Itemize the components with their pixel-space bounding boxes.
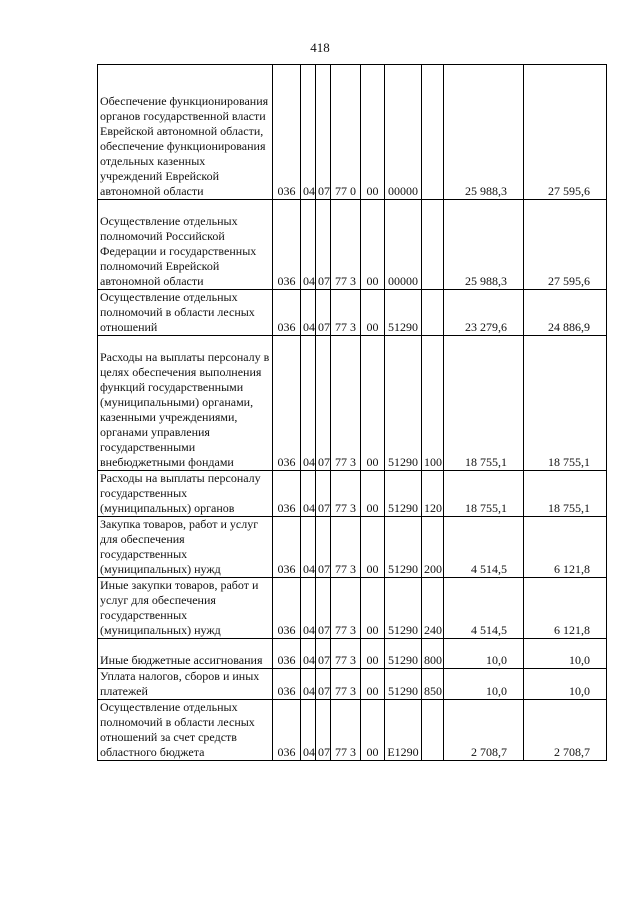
cell-amount-year2: 10,0 bbox=[524, 669, 607, 700]
cell-amount-year1: 23 279,6 bbox=[444, 290, 524, 336]
cell-section: 04 bbox=[301, 517, 316, 578]
cell-subsection: 07 bbox=[316, 200, 331, 290]
cell-subsection: 07 bbox=[316, 669, 331, 700]
cell-description: Расходы на выплаты персоналу государственных (муниципальных) органов bbox=[98, 471, 273, 517]
cell-amount-year1: 10,0 bbox=[444, 669, 524, 700]
cell-subprogram: 00 bbox=[361, 517, 385, 578]
cell-description: Обеспечение функционирования органов государственной власти Еврейской автономной области, обеспечение функционирования отдельных казенных учреждений Еврейской автономной области bbox=[98, 65, 273, 200]
cell-expense-type: 850 bbox=[422, 669, 444, 700]
cell-expense-type: 240 bbox=[422, 578, 444, 639]
cell-program: 77 3 bbox=[331, 578, 361, 639]
cell-expense-type: 200 bbox=[422, 517, 444, 578]
cell-amount-year2: 10,0 bbox=[524, 639, 607, 669]
table-row bbox=[98, 200, 607, 290]
cell-amount-year2: 18 755,1 bbox=[524, 471, 607, 517]
table-row bbox=[98, 471, 607, 517]
cell-program: 77 3 bbox=[331, 336, 361, 471]
cell-subsection: 07 bbox=[316, 471, 331, 517]
cell-section: 04 bbox=[301, 639, 316, 669]
cell-description: Иные бюджетные ассигнования bbox=[98, 639, 273, 669]
cell-direction: E1290 bbox=[385, 700, 422, 761]
cell-amount-year1: 25 988,3 bbox=[444, 65, 524, 200]
table-body bbox=[98, 65, 607, 761]
cell-section: 04 bbox=[301, 336, 316, 471]
cell-amount-year1: 25 988,3 bbox=[444, 200, 524, 290]
cell-direction: 51290 bbox=[385, 639, 422, 669]
cell-section: 04 bbox=[301, 578, 316, 639]
table-row bbox=[98, 65, 607, 200]
cell-amount-year2: 6 121,8 bbox=[524, 578, 607, 639]
cell-subsection: 07 bbox=[316, 517, 331, 578]
cell-program: 77 3 bbox=[331, 290, 361, 336]
cell-subsection: 07 bbox=[316, 290, 331, 336]
cell-amount-year2: 18 755,1 bbox=[524, 336, 607, 471]
cell-admin-code: 036 bbox=[273, 471, 301, 517]
cell-subsection: 07 bbox=[316, 336, 331, 471]
cell-section: 04 bbox=[301, 290, 316, 336]
cell-program: 77 3 bbox=[331, 471, 361, 517]
cell-description: Уплата налогов, сборов и иных платежей bbox=[98, 669, 273, 700]
cell-admin-code: 036 bbox=[273, 65, 301, 200]
cell-expense-type: 100 bbox=[422, 336, 444, 471]
cell-program: 77 0 bbox=[331, 65, 361, 200]
cell-section: 04 bbox=[301, 700, 316, 761]
cell-section: 04 bbox=[301, 669, 316, 700]
cell-expense-type: 120 bbox=[422, 471, 444, 517]
cell-section: 04 bbox=[301, 471, 316, 517]
cell-direction: 51290 bbox=[385, 290, 422, 336]
cell-amount-year1: 4 514,5 bbox=[444, 517, 524, 578]
cell-expense-type bbox=[422, 200, 444, 290]
cell-amount-year2: 2 708,7 bbox=[524, 700, 607, 761]
cell-subprogram: 00 bbox=[361, 700, 385, 761]
cell-admin-code: 036 bbox=[273, 578, 301, 639]
table-row bbox=[98, 669, 607, 700]
cell-description: Осуществление отдельных полномочий в области лесных отношений bbox=[98, 290, 273, 336]
cell-subprogram: 00 bbox=[361, 336, 385, 471]
cell-subprogram: 00 bbox=[361, 290, 385, 336]
cell-admin-code: 036 bbox=[273, 517, 301, 578]
cell-admin-code: 036 bbox=[273, 700, 301, 761]
cell-section: 04 bbox=[301, 200, 316, 290]
cell-amount-year1: 10,0 bbox=[444, 639, 524, 669]
cell-subprogram: 00 bbox=[361, 639, 385, 669]
table-row bbox=[98, 290, 607, 336]
cell-description: Осуществление отдельных полномочий Российской Федерации и государственных полномочий Еврейской автономной области bbox=[98, 200, 273, 290]
cell-program: 77 3 bbox=[331, 639, 361, 669]
cell-direction: 51290 bbox=[385, 336, 422, 471]
cell-admin-code: 036 bbox=[273, 290, 301, 336]
cell-program: 77 3 bbox=[331, 517, 361, 578]
cell-program: 77 3 bbox=[331, 200, 361, 290]
page-number: 418 bbox=[310, 40, 330, 55]
cell-expense-type bbox=[422, 290, 444, 336]
budget-table bbox=[97, 64, 607, 761]
table-row bbox=[98, 639, 607, 669]
cell-admin-code: 036 bbox=[273, 336, 301, 471]
cell-admin-code: 036 bbox=[273, 639, 301, 669]
cell-amount-year2: 6 121,8 bbox=[524, 517, 607, 578]
cell-direction: 51290 bbox=[385, 517, 422, 578]
cell-description: Закупка товаров, работ и услуг для обеспечения государственных (муниципальных) нужд bbox=[98, 517, 273, 578]
cell-subsection: 07 bbox=[316, 700, 331, 761]
cell-direction: 00000 bbox=[385, 65, 422, 200]
cell-amount-year1: 4 514,5 bbox=[444, 578, 524, 639]
cell-direction: 00000 bbox=[385, 200, 422, 290]
cell-subprogram: 00 bbox=[361, 578, 385, 639]
cell-subsection: 07 bbox=[316, 65, 331, 200]
cell-subprogram: 00 bbox=[361, 200, 385, 290]
cell-description: Расходы на выплаты персоналу в целях обеспечения выполнения функций государственными (муниципальными) органами, казенными учреждениями, органами управления государственными внебюджетными фондами bbox=[98, 336, 273, 471]
cell-admin-code: 036 bbox=[273, 669, 301, 700]
cell-direction: 51290 bbox=[385, 578, 422, 639]
cell-amount-year1: 2 708,7 bbox=[444, 700, 524, 761]
table-row bbox=[98, 578, 607, 639]
cell-direction: 51290 bbox=[385, 669, 422, 700]
cell-amount-year2: 27 595,6 bbox=[524, 65, 607, 200]
cell-expense-type: 800 bbox=[422, 639, 444, 669]
cell-expense-type bbox=[422, 700, 444, 761]
cell-amount-year1: 18 755,1 bbox=[444, 471, 524, 517]
cell-admin-code: 036 bbox=[273, 200, 301, 290]
cell-description: Иные закупки товаров, работ и услуг для обеспечения государственных (муниципальных) нужд bbox=[98, 578, 273, 639]
table-row bbox=[98, 336, 607, 471]
cell-amount-year1: 18 755,1 bbox=[444, 336, 524, 471]
table-row bbox=[98, 700, 607, 761]
cell-amount-year2: 24 886,9 bbox=[524, 290, 607, 336]
cell-program: 77 3 bbox=[331, 700, 361, 761]
cell-subsection: 07 bbox=[316, 578, 331, 639]
table-row bbox=[98, 517, 607, 578]
cell-direction: 51290 bbox=[385, 471, 422, 517]
cell-subprogram: 00 bbox=[361, 65, 385, 200]
cell-subprogram: 00 bbox=[361, 669, 385, 700]
cell-subprogram: 00 bbox=[361, 471, 385, 517]
cell-amount-year2: 27 595,6 bbox=[524, 200, 607, 290]
cell-expense-type bbox=[422, 65, 444, 200]
cell-description: Осуществление отдельных полномочий в области лесных отношений за счет средств областного бюджета bbox=[98, 700, 273, 761]
cell-program: 77 3 bbox=[331, 669, 361, 700]
cell-section: 04 bbox=[301, 65, 316, 200]
cell-subsection: 07 bbox=[316, 639, 331, 669]
